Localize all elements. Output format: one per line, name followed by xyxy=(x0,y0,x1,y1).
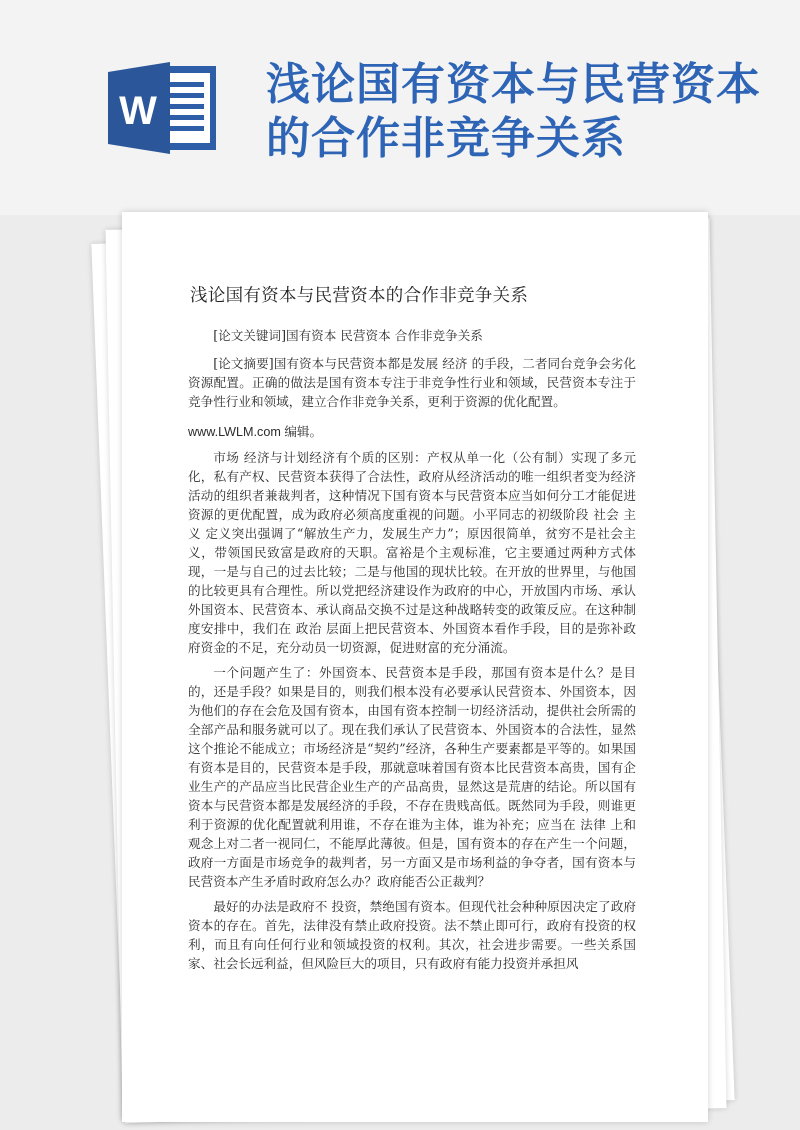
document-body xyxy=(188,326,636,979)
body-paragraph-2: 一个问题产生了：外国资本、民营资本是手段，那国有资本是什么？是目的，还是手段？如果是目的，则我们根本没有必要承认民营资本、外国资本，因为他们的存在会危及国有资本，由国有资本控制一切经济活动，提供社会所需的全部产品和服务就可以了。现在我们承认了民营资本、外国资本的合法性，显然这个推论不能成立；市场经济是“契约”经济，各种生产要素都是平等的。如果国有资本是目的，民营资本是手段，那就意味着国有资本比民营资本高贵，国有企业生产的产品应当比民营企业生产的产品高贵，显然这是荒唐的结论。所以国有资本与民营资本都是发展经济的手段，不存在贵贱高低。既然同为手段，则谁更利于资源的优化配置就利用谁，不存在谁为主体，谁为补充；应当在 法律 上和观念上对二者一视同仁，不能厚此薄彼。但是，国有资本的存在产生一个问题，政府一方面是市场竞争的裁判者，另一方面又是市场利益的争夺者，国有资本与民营资本产生矛盾时政府怎么办？政府能否公正裁判？ xyxy=(188,665,636,889)
word-document-icon xyxy=(108,62,218,154)
body-paragraph-1: 市场 经济与计划经济有个质的区别：产权从单一化（公有制）实现了多元化，私有产权、民营资本获得了合法性，政府从经济活动的唯一组织者变为经济活动的组织者兼裁判者，这种情况下国有资本与民营资本应当如何分工才能促进资源的更优配置，成为政府必须高度重视的问题。小平同志的初级阶段 社会 主义 定义突出强调了“解放生产力，发展生产力”；原因很简单，贫穷不是社会主义，带领国民致富是政府的天职。富裕是个主观标准，它主要通过两种方式体现，一是与自己的过去比较；二是与他国的现状比较。在开放的世界里，与他国的比较更具有合理性。所以党把经济建设作为政府的中心，开放国内市场、承认外国资本、民营资本、承认商品交换不过是这种战略转变的政策反应。在这种制度安排中，我们在 政治 层面上把民营资本、外国资本看作手段，目的是弥补政府资金的不足，充分动员一切资源，促进财富的充分涌流。 xyxy=(188,450,636,655)
source-line: www.LWLM.com 编辑。 xyxy=(188,425,323,439)
header-title: 浅论国有资本与民营资本的合作非竞争关系 xyxy=(266,59,761,164)
word-icon-letter: W xyxy=(119,89,157,133)
body-paragraph-3: 最好的办法是政府不 投资，禁绝国有资本。但现代社会种种原因决定了政府资本的存在。首先，法律没有禁止政府投资。法不禁止即可行，政府有投资的权利，而且有向任何行业和领域投资的权利。其次，社会进步需要。一些关系国家、社会长远利益，但风险巨大的项目，只有政府有能力投资并承担风 xyxy=(188,899,636,971)
page-header xyxy=(0,0,800,215)
document-title: 浅论国有资本与民营资本的合作非竞争关系 xyxy=(190,286,529,306)
keywords-line: [论文关键词]国有资本 民营资本 合作非竞争关系 xyxy=(213,328,483,343)
abstract-paragraph: [论文摘要]国有资本与民营资本都是发展 经济 的手段，二者同台竞争会劣化资源配置。正确的做法是国有资本专注于非竞争性行业和领域，民营资本专注于竞争性行业和领域，建立合作非竞争关系，更利于资源的优化配置。 xyxy=(188,356,636,409)
